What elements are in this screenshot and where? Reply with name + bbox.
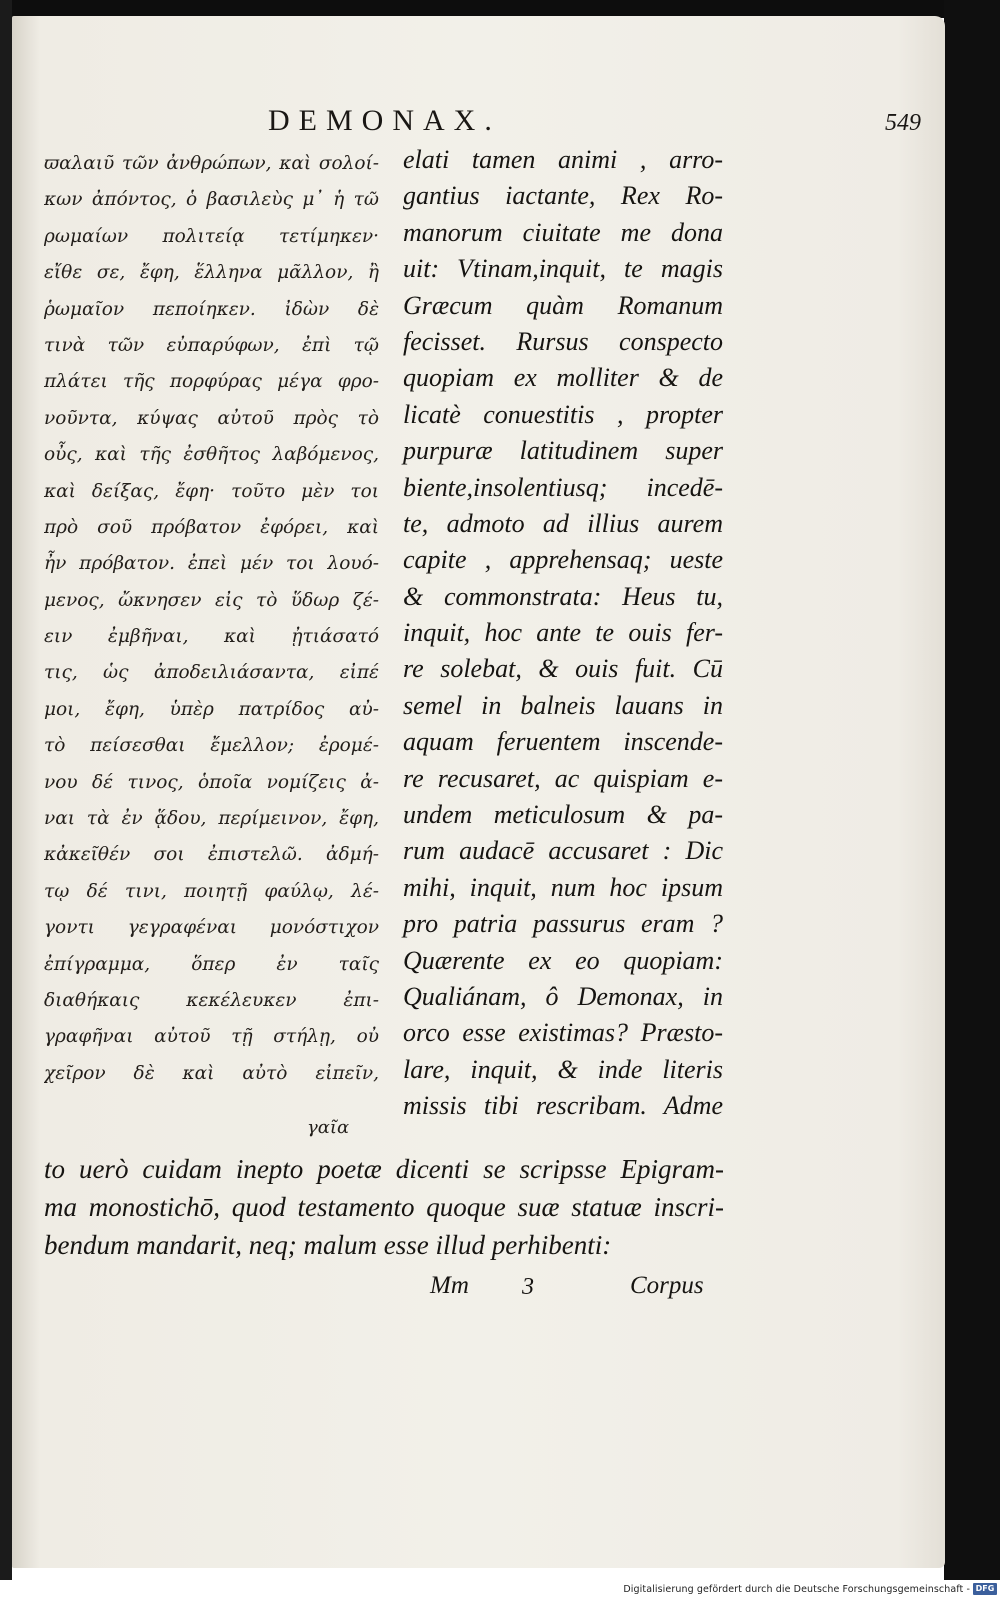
signature-mark: Mm (430, 1272, 469, 1299)
signature-number: 3 (522, 1274, 534, 1300)
scan-border-left (0, 0, 12, 1580)
full-width-line: to uerò cuidam inepto poetæ dicenti se scripsse Epigram- (44, 1154, 724, 1184)
greek-line: ἐπίγραμμα, ὅπερ ἐν ταῖς (44, 953, 379, 975)
greek-line: καὶ δείξας, ἔφη· τοῦτο μὲν τοι (44, 480, 379, 502)
greek-line: τῳ δέ τινι, ποιητῇ φαύλῳ, λέ- (44, 880, 379, 902)
latin-line: orco esse existimas? Præsto- (403, 1018, 723, 1048)
latin-line: mihi, inquit, num hoc ipsum (403, 872, 723, 902)
greek-line: νου δέ τινος, ὁποῖα νομίζεις ἀ- (44, 771, 379, 793)
latin-line: manorum ciuitate me dona (403, 217, 723, 247)
latin-line: te, admoto ad illius aurem (403, 508, 723, 538)
running-head: DEMONAX. (268, 104, 501, 137)
latin-line: purpuræ latitudinem super (403, 436, 723, 466)
catchword: Corpus (630, 1272, 704, 1299)
latin-line: pro patria passurus eram ? (403, 909, 723, 939)
greek-line: τις, ὡς ἀποδειλιάσαντα, εἰπέ (44, 662, 379, 684)
latin-line: elati tamen animi , arro- (403, 145, 723, 174)
greek-line: κἀκεῖθέν σοι ἐπιστελῶ. ἀδμή- (44, 844, 379, 866)
latin-line: & commonstrata: Heus tu, (403, 581, 723, 611)
greek-line: χεῖρον δὲ καὶ αὐτὸ εἰπεῖν, (44, 1062, 379, 1084)
latin-line: capite , apprehensaq; ueste (403, 545, 723, 575)
latin-line: inquit, hoc ante te ouis fer- (403, 618, 723, 648)
greek-line: ναι τὰ ἐν ᾅδου, περίμεινον, ἔφη, (44, 808, 379, 830)
latin-line: re recusaret, ac quispiam e- (403, 763, 723, 793)
latin-line: aquam feruentem inscende- (403, 727, 723, 757)
full-width-line: bendum mandarit, neq; malum esse illud perhibenti: (44, 1230, 612, 1260)
greek-line: νοῦντα, κύψας αὐτοῦ πρὸς τὸ (44, 407, 379, 429)
greek-line: οὖς, καὶ τῆς ἐσθῆτος λαβόμενος, (44, 444, 379, 466)
greek-line: ρωμαίων πολιτείᾳ τετίμηκεν· (44, 225, 379, 247)
greek-line: ἦν πρόβατον. ἐπεὶ μέν τοι λουό- (44, 553, 379, 575)
latin-line: Quærente ex eo quopiam: (403, 945, 723, 975)
latin-text-column (403, 142, 723, 1125)
greek-line: κων ἀπόντος, ὁ βασιλεὺς μ᾽ ἡ τῶ (44, 189, 379, 211)
greek-line: γοντι γεγραφέναι μονόστιχον (44, 917, 379, 939)
latin-line: lare, inquit, & inde literis (403, 1054, 723, 1084)
scan-border-right (944, 0, 1000, 1580)
greek-line: γραφῆναι αὐτοῦ τῇ στήλῃ, οὐ (44, 1026, 379, 1048)
latin-line: re solebat, & ouis fuit. Cū (403, 654, 723, 684)
latin-line: Græcum quàm Romanum (403, 290, 723, 320)
full-width-line: ma monostichō, quod testamento quoque suæ statuæ inscri- (44, 1192, 724, 1222)
greek-line: πλάτει τῆς πορφύρας μέγα φρο- (44, 371, 379, 393)
greek-line: ῥωμαῖον πεποίηκεν. ἰδὼν δὲ (44, 298, 379, 320)
latin-line: fecisset. Rursus conspecto (403, 326, 723, 356)
latin-line: quopiam ex molliter & de (403, 363, 723, 393)
greek-line: τὸ πείσεσθαι ἔμελλον; ἐρομέ- (44, 735, 379, 757)
greek-line: εἴθε σε, ἔφη, ἕλληνα μᾶλλον, ἢ (44, 262, 379, 284)
greek-line: διαθήκαις κεκέλευκεν ἐπι- (44, 989, 379, 1011)
latin-line: missis tibi rescribam. Adme (403, 1091, 723, 1121)
latin-line: undem meticulosum & pa- (403, 800, 723, 830)
latin-line: semel in balneis lauans in (403, 690, 723, 720)
greek-line: μενος, ὤκνησεν εἰς τὸ ὕδωρ ζέ- (44, 589, 379, 611)
greek-line: πρὸ σοῦ πρόβατον ἐφόρει, καὶ (44, 516, 379, 538)
latin-line: Qualiánam, ô Demonax, in (403, 981, 723, 1011)
latin-line: rum audacē accusaret : Dic (403, 836, 723, 866)
greek-line: ειν ἐμβῆναι, καὶ ᾐτιάσατό (44, 626, 379, 648)
funding-credit: Digitalisierung gefördert durch die Deutsche Forschungsgemeinschaft - (623, 1584, 970, 1595)
page-number: 549 (885, 110, 921, 136)
full-width-paragraph (44, 1150, 724, 1264)
latin-line: biente,insolentiusq; incedē- (403, 472, 723, 502)
latin-line: gantius iactante, Rex Ro- (403, 181, 723, 211)
greek-catchword: γαῖα (307, 1117, 350, 1138)
greek-line: μοι, ἔφη, ὑπὲρ πατρίδος αὐ- (44, 698, 379, 720)
latin-line: licatè conuestitis , propter (403, 399, 723, 429)
greek-line: ϖαλαιῦ τῶν ἀνθρώπων, καὶ σολοί- (44, 153, 379, 174)
dfg-logo: DFG (973, 1583, 997, 1595)
greek-text-column (44, 146, 379, 1092)
greek-line: τινὰ τῶν εὐπαρύφων, ἐπὶ τῷ (44, 334, 379, 356)
latin-line: uit: Vtinam,inquit, te magis (403, 254, 723, 284)
